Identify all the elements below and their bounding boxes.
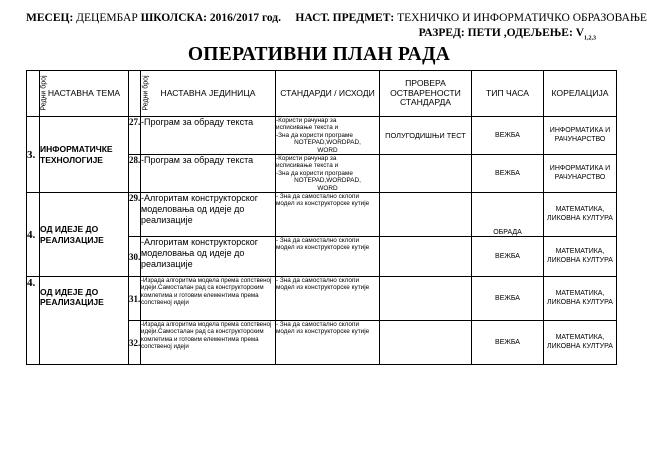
page-title: ОПЕРАТИВНИ ПЛАН РАДА bbox=[187, 44, 451, 65]
correlation-cell: ИНФОРМАТИКА И РАЧУНАРСТВО bbox=[544, 155, 617, 193]
verification-cell: ПОЛУГОДИШЊИ ТЕСТ bbox=[380, 117, 472, 155]
verification-cell bbox=[380, 155, 472, 193]
col-correlation: КОРЕЛАЦИЈА bbox=[544, 71, 617, 117]
type-cell: ВЕЖБА bbox=[472, 117, 544, 155]
row-number: 31. bbox=[129, 277, 141, 321]
row-number: 30. bbox=[129, 237, 141, 277]
standards-cell: -Користи рачунар за исписивање текста и -Зна да користи програме NOTEPAD,WORDPAD, WORD bbox=[276, 117, 380, 155]
subject-label: НАСТ. ПРЕДМЕТ: bbox=[295, 12, 395, 24]
header-row bbox=[27, 71, 617, 117]
subject-value: ТЕХНИЧКО И ИНФОРМАТИЧКО ОБРАЗОВАЊЕ bbox=[397, 12, 647, 24]
col-unit: НАСТАВНА ЈЕДИНИЦА bbox=[141, 71, 276, 117]
unit-cell: -Израда алгоритма модела према сопственој идеји.Самосталан рад са конструкторским комлетима и готовим елементима према сопственој идеји bbox=[141, 277, 276, 321]
standards-cell: -Користи рачунар за исписивање текста и -Зна да користи програме NOTEPAD,WORDPAD, WORD bbox=[276, 155, 380, 193]
type-cell: ВЕЖБА bbox=[472, 277, 544, 321]
table-row bbox=[27, 193, 617, 237]
standards-cell: - Зна да самостално склопи модел из конструкторске кутије bbox=[276, 193, 380, 237]
type-cell: ВЕЖБА bbox=[472, 237, 544, 277]
group-number: 4. bbox=[27, 193, 40, 277]
class-sub: 1,2,3 bbox=[584, 35, 596, 42]
table-row bbox=[27, 277, 617, 321]
col-ordinal-a: Редни број bbox=[27, 71, 40, 117]
type-cell: ВЕЖБА bbox=[472, 155, 544, 193]
group-topic: ИНФОРМАТИЧКЕ ТЕХНОЛОГИЈЕ bbox=[40, 117, 129, 193]
grade-label: РАЗРЕД: bbox=[418, 27, 465, 39]
correlation-cell: ИНФОРМАТИКА И РАЧУНАРСТВО bbox=[544, 117, 617, 155]
col-ordinal-b: Редни број bbox=[129, 71, 141, 117]
col-standards: СТАНДАРДИ / ИСХОДИ bbox=[276, 71, 380, 117]
class-label: ,ОДЕЉЕЊЕ: bbox=[503, 27, 573, 39]
correlation-cell: МАТЕМАТИКА, ЛИКОВНА КУЛТУРА bbox=[544, 321, 617, 365]
col-topic: НАСТАВНА ТЕМА bbox=[40, 71, 129, 117]
verification-cell bbox=[380, 193, 472, 237]
school-year: ШКОЛСКА: 2016/2017 год. bbox=[140, 12, 282, 24]
type-cell: ОБРАДА bbox=[472, 193, 544, 237]
month-value: ДЕЦЕМБАР bbox=[76, 12, 138, 24]
row-number: 28. bbox=[129, 155, 141, 193]
verification-cell bbox=[380, 321, 472, 365]
header-line-2 bbox=[419, 27, 596, 41]
row-number: 29. bbox=[129, 193, 141, 237]
standards-cell: - Зна да самостално склопи модел из конструкторске кутије bbox=[276, 321, 380, 365]
unit-cell: -Алгоритам конструкторског моделовања од идеје до реализације bbox=[141, 237, 276, 277]
table-row bbox=[27, 117, 617, 155]
correlation-cell: МАТЕМАТИКА, ЛИКОВНА КУЛТУРА bbox=[544, 237, 617, 277]
col-verification: ПРОВЕРА ОСТВАРЕНОСТИ СТАНДАРДА bbox=[380, 71, 472, 117]
verification-cell bbox=[380, 277, 472, 321]
row-number: 27. bbox=[129, 117, 141, 155]
unit-cell: -Алгоритам конструкторског моделовања од идеје до реализације bbox=[141, 193, 276, 237]
group-topic: ОД ИДЕЈЕ ДО РЕАЛИЗАЦИЈЕ bbox=[40, 277, 129, 365]
month-label: МЕСЕЦ: bbox=[26, 12, 74, 24]
header-line-1 bbox=[26, 12, 647, 24]
type-cell: ВЕЖБА bbox=[472, 321, 544, 365]
group-topic: ОД ИДЕЈЕ ДО РЕАЛИЗАЦИЈЕ bbox=[40, 193, 129, 277]
col-type: ТИП ЧАСА bbox=[472, 71, 544, 117]
group-number: 3. bbox=[27, 117, 40, 193]
row-number: 32. bbox=[129, 321, 141, 365]
standards-cell: - Зна да самостално склопи модел из конструкторске кутије bbox=[276, 237, 380, 277]
class-value: V bbox=[575, 27, 584, 39]
unit-cell: -Програм за обраду текста bbox=[141, 117, 276, 155]
unit-cell: -Програм за обраду текста bbox=[141, 155, 276, 193]
unit-cell: -Израда алгоритма модела према сопственој идеји.Самосталан рад са конструкторским комлетима и готовим елементима према сопственој идеји bbox=[141, 321, 276, 365]
verification-cell bbox=[380, 237, 472, 277]
correlation-cell: МАТЕМАТИКА, ЛИКОВНА КУЛТУРА bbox=[544, 193, 617, 237]
standards-cell: - Зна да самостално склопи модел из конструкторске кутије bbox=[276, 277, 380, 321]
grade-value: ПЕТИ bbox=[467, 27, 501, 39]
correlation-cell: МАТЕМАТИКА, ЛИКОВНА КУЛТУРА bbox=[544, 277, 617, 321]
group-number: 4. bbox=[27, 277, 40, 365]
plan-table bbox=[26, 70, 617, 365]
